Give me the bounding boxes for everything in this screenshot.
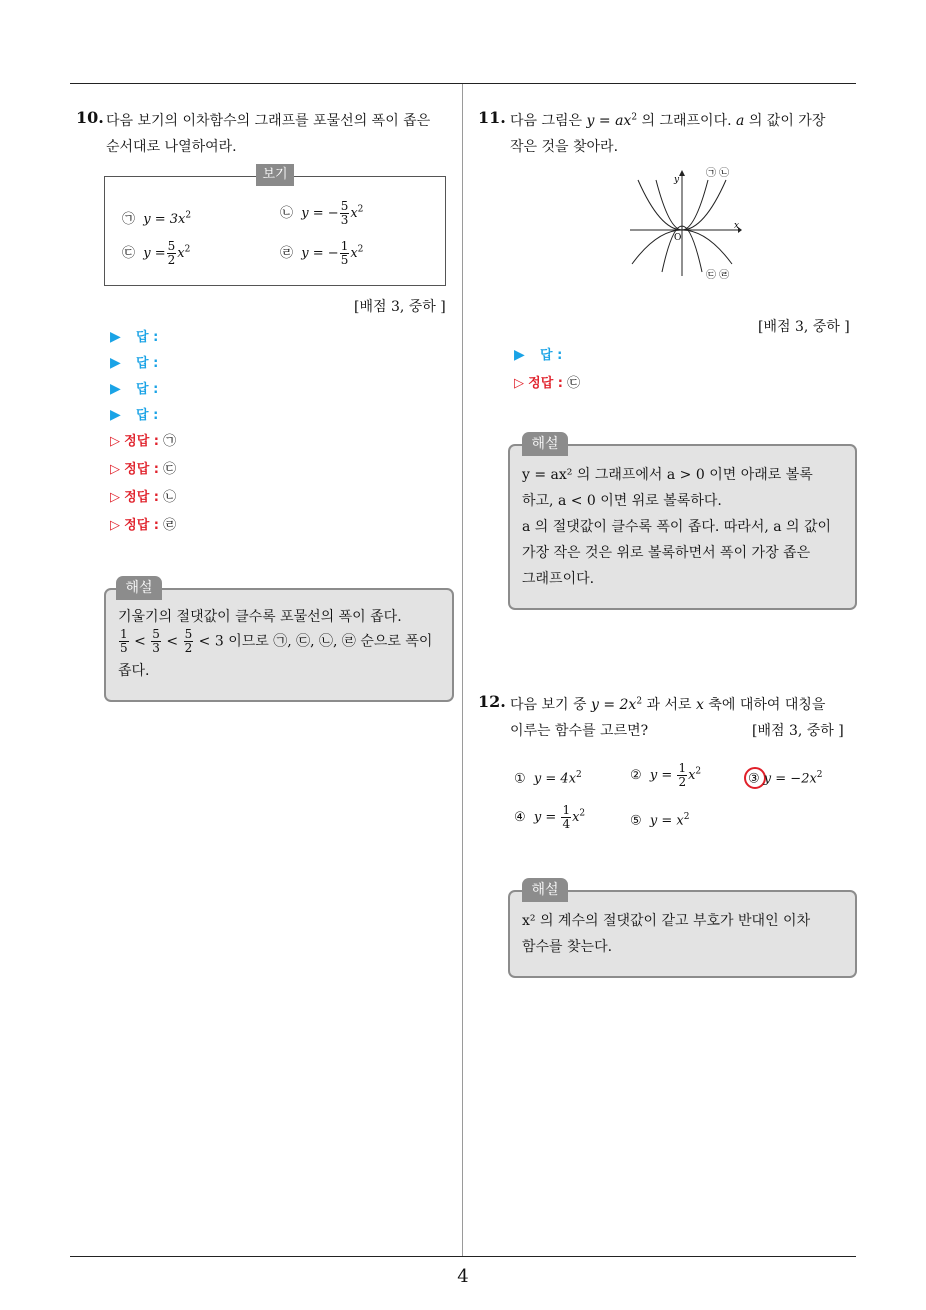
y-axis-label: y: [674, 175, 680, 185]
bogi-option-2: ㉡ y = − $\frac{5}{3}$ $x^2$: [280, 199, 364, 227]
explanation-label-10: 해설: [116, 576, 162, 600]
bottom-rule: [70, 1256, 856, 1257]
option-mark: ㉡: [280, 206, 294, 221]
question-11-number: 11.: [478, 108, 506, 127]
bogi-option-1: ㉠ $y = 3x^2$: [122, 210, 192, 227]
answer-arrow-icon: ▶: [110, 381, 121, 397]
explanation-12-line1: x² 의 계수의 절댓값이 같고 부호가 반대인 이차: [522, 913, 811, 929]
question-11-score: [배점 3, 중하 ]: [758, 319, 850, 335]
correct-value: ㉠: [163, 434, 177, 449]
correct-arrow-icon: ▷: [110, 490, 120, 505]
choice-4[interactable]: ④ y = $\frac{1}{4}$ $x^2$: [514, 803, 586, 831]
option-equation: y =: [143, 246, 166, 261]
explanation-label-11: 해설: [522, 432, 568, 456]
option-mark: ㉠: [122, 212, 136, 227]
answer-label: 답 :: [540, 348, 563, 363]
answer-row-11: [514, 344, 562, 363]
correct-arrow-icon: ▷: [514, 376, 524, 391]
correct-row-2: [110, 458, 176, 477]
fraction: $\frac{1}{2}$: [678, 761, 687, 789]
choice-mark: ④: [514, 810, 526, 825]
question-12-number: 12.: [478, 692, 506, 711]
page-number: 4: [457, 1266, 469, 1287]
explanation-12-line2: 함수를 찾는다.: [522, 939, 613, 955]
answer-label: 답 :: [136, 382, 159, 397]
bogi-label: 보기: [256, 164, 294, 186]
parabola-graph: [626, 164, 742, 280]
choice-mark: ②: [630, 768, 642, 783]
answer-row-4: [110, 404, 158, 423]
answer-arrow-icon: ▶: [110, 329, 121, 345]
answer-label: 답 :: [136, 356, 159, 371]
correct-label: 정답 :: [124, 490, 159, 505]
explanation-label-12: 해설: [522, 878, 568, 902]
choice-mark: ⑤: [630, 813, 642, 829]
correct-label: 정답 :: [528, 376, 563, 391]
option-equation: y = −: [301, 206, 339, 221]
question-10-line2: 순서대로 나열하여라.: [106, 139, 237, 155]
question-11-line2: 작은 것을 찾아라.: [510, 139, 619, 155]
correct-value: ㉣: [163, 518, 177, 533]
answer-label: 답 :: [136, 408, 159, 423]
answer-row-3: [110, 378, 158, 397]
option-mark: ㉣: [280, 246, 294, 261]
correct-value: ㉢: [163, 462, 177, 477]
choice-mark: ①: [514, 771, 526, 787]
top-curve-labels: ㉠ ㉡: [706, 168, 730, 179]
choice-mark: ③: [748, 771, 760, 787]
correct-row-1: [110, 430, 176, 449]
question-11-line1: 다음 그림은 $y = ax^2$ 의 그래프이다. a 의 값이 가장: [510, 112, 826, 129]
bottom-curve-labels: ㉢ ㉣: [706, 270, 730, 280]
choice-1[interactable]: ① $y = 4x^2$: [514, 770, 582, 787]
bogi-box: [104, 176, 446, 286]
bogi-option-4: ㉣ y = − $\frac{1}{5}$ $x^2$: [280, 239, 364, 267]
correct-row-4: [110, 514, 176, 533]
explanation-11-line3: a 의 절댓값이 클수록 폭이 좁다. 따라서, a 의 값이: [522, 519, 832, 535]
x-axis-label: x: [734, 221, 740, 231]
choice-5[interactable]: ⑤ $y = x^2$: [630, 812, 690, 829]
correct-label: 정답 :: [124, 462, 159, 477]
answer-row-1: [110, 326, 158, 345]
column-divider: [462, 84, 463, 1256]
choice-2[interactable]: ② y = $\frac{1}{2}$ $x^2$: [630, 761, 702, 789]
explanation-10-line1: 기울기의 절댓값이 클수록 포물선의 폭이 좁다.: [118, 609, 402, 625]
fraction: $\frac{5}{2}$: [167, 239, 176, 267]
question-10-number: 10.: [76, 108, 104, 127]
fraction: $\frac{5}{3}$: [152, 627, 160, 655]
top-rule: [70, 83, 856, 84]
origin-label: O: [674, 233, 682, 243]
option-equation: y = 3x: [143, 212, 186, 227]
correct-label: 정답 :: [124, 434, 159, 449]
explanation-11-line2: 하고, a < 0 이면 위로 볼록하다.: [522, 493, 722, 509]
correct-arrow-icon: ▷: [110, 434, 120, 449]
explanation-11-line1: y = ax² 의 그래프에서 a > 0 이면 아래로 볼록: [522, 467, 813, 483]
explanation-10-line3: 좁다.: [118, 663, 150, 679]
fraction: $\frac{5}{3}$: [340, 199, 349, 227]
answer-arrow-icon: ▶: [110, 407, 121, 423]
fraction: $\frac{1}{5}$: [340, 239, 349, 267]
choice-3[interactable]: ③ $y = -2x^2$: [748, 770, 823, 787]
question-12-line1: 다음 보기 중 $y = 2x^2$ 과 서로 x 축에 대하여 대칭을: [510, 696, 826, 713]
question-10-score: [배점 3, 중하 ]: [354, 299, 446, 315]
question-10-line1: 다음 보기의 이차함수의 그래프를 포물선의 폭이 좁은: [106, 113, 431, 129]
option-equation: y = −: [301, 246, 339, 261]
fraction: $\frac{1}{4}$: [562, 803, 571, 831]
answer-arrow-icon: ▶: [110, 355, 121, 371]
explanation-10-line2: $\frac{1}{5}$ < $\frac{5}{3}$ < $\frac{5}{2}$ < 3 이므로 ㉠, ㉢, ㉡, ㉣ 순으로 폭이: [120, 627, 433, 655]
correct-arrow-icon: ▷: [110, 462, 120, 477]
fraction: $\frac{5}{2}$: [184, 627, 193, 655]
bogi-option-3: ㉢ y = $\frac{5}{2}$ $x^2$: [122, 239, 191, 267]
correct-row-11: [514, 372, 580, 391]
correct-value: ㉢: [567, 376, 581, 391]
fraction: $\frac{1}{5}$: [120, 627, 128, 655]
correct-arrow-icon: ▷: [110, 518, 120, 533]
correct-row-3: [110, 486, 176, 505]
question-12-line2: 이루는 함수를 고르면?: [510, 723, 649, 739]
answer-arrow-icon: ▶: [514, 347, 525, 363]
explanation-11-line5: 그래프이다.: [522, 571, 595, 587]
answer-row-2: [110, 352, 158, 371]
option-mark: ㉢: [122, 246, 136, 261]
answer-label: 답 :: [136, 330, 159, 345]
explanation-11-line4: 가장 작은 것은 위로 볼록하면서 폭이 가장 좁은: [522, 545, 811, 561]
correct-value: ㉡: [163, 490, 177, 505]
correct-label: 정답 :: [124, 518, 159, 533]
question-12-score: [배점 3, 중하 ]: [752, 723, 844, 739]
